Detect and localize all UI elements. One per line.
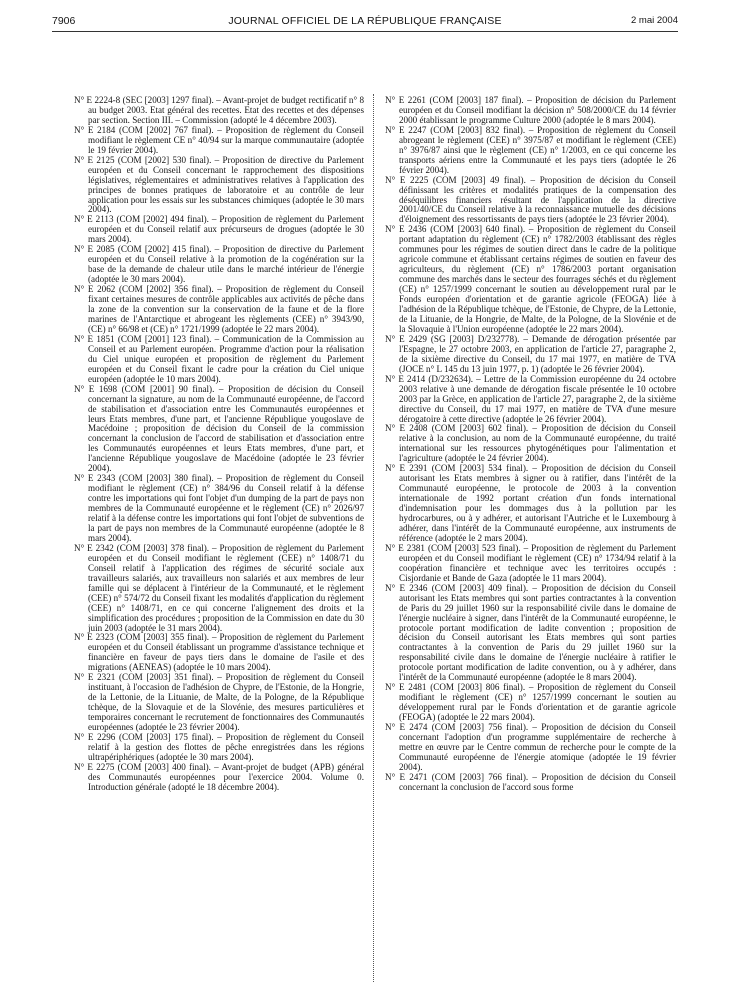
list-item: N° E 2429 (SG [2003] D/232778). – Demande de dérogation présentée par l'Espagne, le 27 octobre 2003, en application de l'article 27, paragraphe 2, de la sixième directive du Conseil, du 17 mai 1977, en matière de TVA (JOCE n° L 145 du 13 juin 1977, p. 1) (adoptée le 26 février 2004).: [385, 333, 676, 374]
list-item: N° E 2261 (COM [2003] 187 final). – Proposition de décision du Parlement européen et du Conseil modifiant la décision n° 508/2000/CE du 14 février 2000 établissant le programme Culture 2000 (adoptée le 8 mars 2004).: [385, 95, 676, 125]
list-item: N° E 2184 (COM [2002] 767 final). – Proposition de règlement du Conseil modifiant le règlement CE n° 40/94 sur la marque communautaire (adoptée le 19 février 2004).: [74, 124, 364, 155]
column-divider: [373, 94, 374, 982]
list-item: N° E 2414 (D/232634). – Lettre de la Commission européenne du 24 octobre 2003 relative à une demande de dérogation fiscale présentée le 10 octobre 2003 par la Grèce, en application de l'article 27, paragraphe 2, de la sixième directive du Conseil, du 17 mai 1977, en matière de TVA d'une mesure dérogatoire à cette directive (adoptée le 26 février 2004).: [385, 373, 676, 424]
list-item: N° E 2247 (COM [2003] 832 final). – Proposition de règlement du Conseil abrogeant le règlement (CEE) n° 3975/87 et modifiant le règlement (CEE) n° 3976/87 ainsi que le règlement (CE) n° 1/2003, en ce qui concerne les transports aériens entre la Communauté et les pays tiers (adoptée le 26 février 2004).: [385, 124, 676, 175]
list-item: N° E 2481 (COM [2003] 806 final). – Proposition de règlement du Conseil modifiant le règlement (CE) n° 1257/1999 concernant le soutien au développement rural par le Fonds d'orientation et de garantie agricole (FEOGA) (adoptée le 22 mars 2004).: [385, 682, 676, 723]
list-item: N° E 2471 (COM [2003] 766 final). – Proposition de décision du Conseil concernant la conclusion de l'accord sous forme: [385, 771, 676, 792]
page-header: [52, 14, 678, 30]
left-column: [74, 96, 364, 793]
list-item: N° E 2125 (COM [2002] 530 final). – Proposition de directive du Parlement européen et du Conseil concernant le rapprochement des dispositions législatives, réglementaires et administratives relatives à l'application des principes de bonnes pratiques de laboratoire et au contrôle de leur application pour les essais sur les substances chimiques (adoptée le 30 mars 2004).: [74, 154, 364, 215]
list-item: N° E 2085 (COM [2002] 415 final). – Proposition de directive du Parlement européen et du Conseil relative à la promotion de la cogénération sur la base de la demande de chaleur utile dans le marché intérieur de l'énergie (adoptée le 30 mars 2004).: [74, 244, 364, 285]
list-item: N° E 2113 (COM [2002] 494 final). – Proposition de règlement du Parlement européen et du Conseil relatif aux précurseurs de drogues (adoptée le 30 mars 2004).: [74, 214, 364, 245]
header-rule: [52, 31, 678, 32]
list-item: N° E 2381 (COM [2003] 523 final). – Proposition de règlement du Parlement européen et du Conseil modifiant le règlement (CE) n° 1734/94 relatif à la coopération financière et technique avec les territoires occupés : Cisjordanie et Bande de Gaza (adoptée le 11 mars 2004).: [385, 542, 676, 583]
list-item: N° E 2343 (COM [2003] 380 final). – Proposition de règlement du Conseil modifiant le règlement (CE) n° 384/96 du Conseil relatif à la défense contre les importations qui font l'objet d'un dumping de la part de pays non membres de la Communauté européenne et le règlement (CE) n° 2026/97 relatif à la défense contre les importations qui font l'objet de subventions de la part de pays non membres de la Communauté européenne (adoptée le 8 mars 2004).: [74, 473, 364, 543]
list-item: N° E 2224-8 (SEC [2003] 1297 final). – Avant-projet de budget rectificatif n° 8 au budget 2003. Etat général des recettes. Etat des recettes et des dépenses par section. Section III. – Commission (adopté le 4 décembre 2003).: [74, 95, 364, 125]
list-item: N° E 1698 (COM [2001] 90 final). – Proposition de décision du Conseil concernant la signature, au nom de la Communauté européenne, de l'accord de stabilisation et d'association entre les Communautés européennes et leurs Etats membres, d'une part, et l'ancienne République yougoslave de Macédoine ; proposition de décision du Conseil de la commission concernant la conclusion de l'accord de stabilisation et d'association entre les Communautés européennes et leurs Etats membres, d'une part, et l'ancienne République yougoslave de Macédoine (adoptée le 23 février 2004).: [74, 383, 364, 474]
page-number: 7906: [52, 15, 76, 27]
list-item: N° E 2474 (COM [2003] 756 final). – Proposition de décision du Conseil concernant l'adoption d'un programme supplémentaire de recherche à mettre en œuvre par le Centre commun de recherche pour le compte de la Communauté européenne de l'énergie atomique (adoptée le 19 février 2004).: [385, 722, 676, 772]
list-item: N° E 2342 (COM [2003] 378 final). – Proposition de règlement du Parlement européen et du Conseil modifiant le règlement (CEE) n° 1408/71 du Conseil relatif à l'application des régimes de sécurité sociale aux travailleurs salariés, aux travailleurs non salariés et aux membres de leur famille qui se déplacent à l'intérieur de la Communauté, et le règlement (CEE) n° 574/72 du Conseil fixant les modalités d'application du règlement (CEE) n° 1408/71, en ce qui concerne l'alignement des droits et la simplification des procédures ; proposition de la Commission en date du 30 juin 2003 (adoptée le 31 mars 2004).: [74, 542, 364, 633]
list-item: N° E 2323 (COM [2003] 355 final). – Proposition de règlement du Parlement européen et du Conseil établissant un programme d'assistance technique et financière en faveur de pays tiers dans le domaine de l'asile et des migrations (AENEAS) (adoptée le 10 mars 2004).: [74, 632, 364, 673]
issue-date: 2 mai 2004: [630, 15, 678, 26]
list-item: N° E 2062 (COM [2002] 356 final). – Proposition de règlement du Conseil fixant certaines mesures de contrôle applicables aux activités de pêche dans la zone de la convention sur la conservation de la faune et de la flore marines de l'Antarctique et abrogeant les règlements (CEE) n° 3943/90, (CE) n° 66/98 et (CE) n° 1721/1999 (adoptée le 22 mars 2004).: [74, 284, 364, 334]
list-item: N° E 2225 (COM [2003] 49 final). – Proposition de décision du Conseil définissant les critères et modalités pratiques de la compensation des déséquilibres financiers résultant de l'application de la directive 2001/40/CE du Conseil relative à la reconnaissance mutuelle des décisions d'éloignement des ressortissants de pays tiers (adoptée le 23 février 2004).: [385, 174, 676, 225]
list-item: N° E 2275 (COM [2003] 400 final). – Avant-projet de budget (APB) général des Communautés européennes pour l'exercice 2004. Volume 0. Introduction générale (adopté le 18 décembre 2004).: [74, 761, 364, 792]
list-item: N° E 2346 (COM [2003] 409 final). – Proposition de décision du Conseil autorisant les Etats membres qui sont parties contractantes à la convention de Paris du 29 juillet 1960 sur la responsabilité civile dans le domaine de l'énergie nucléaire à signer, dans l'intérêt de la Communauté européenne, le protocole portant modification de ladite convention ; proposition de décision du Conseil autorisant les Etats membres qui sont parties contractantes à la convention de Paris du 29 juillet 1960 sur la responsabilité civile dans le domaine de l'énergie nucléaire à ratifier le protocole portant modification de ladite convention, ou à y adhérer, dans l'intérêt de la Communauté européenne (adoptée le 8 mars 2004).: [385, 582, 676, 683]
list-item: N° E 2321 (COM [2003] 351 final). – Proposition de règlement du Conseil instituant, à l'occasion de l'adhésion de Chypre, de l'Estonie, de la Hongrie, de la Lettonie, de la Lituanie, de Malte, de la Pologne, de la République tchèque, de la Slovaquie et de la Slovénie, des mesures particulières et temporaires concernant le recrutement de fonctionnaires des Communautés européennes (adoptée le 23 février 2004).: [74, 672, 364, 733]
list-item: N° E 2408 (COM [2003] 602 final). – Proposition de décision du Conseil relative à la conclusion, au nom de la Communauté européenne, du traité international sur les ressources phytogénétiques pour l'alimentation et l'agriculture (adoptée le 24 février 2004).: [385, 423, 676, 464]
right-column: [385, 96, 676, 793]
list-item: N° E 2391 (COM [2003] 534 final). – Proposition de décision du Conseil autorisant les Etats membres à signer ou à ratifier, dans l'intérêt de la Communauté européenne, le protocole de 2003 à la convention internationale de 1992 portant création d'un fonds international d'indemnisation pour les dommages dus à la pollution par les hydrocarbures, ou à y adhérer, et autorisant l'Autriche et le Luxembourg à adhérer, dans l'intérêt de la Communauté européenne, aux instruments de référence (adoptée le 2 mars 2004).: [385, 463, 676, 543]
list-item: N° E 1851 (COM [2001] 123 final). – Communication de la Commission au Conseil et au Parlement européen. Programme d'action pour la réalisation du Ciel unique européen et proposition de règlement du Parlement européen et du Conseil fixant le cadre pour la création du Ciel unique européen (adoptée le 10 mars 2004).: [74, 333, 364, 384]
list-item: N° E 2296 (COM [2003] 175 final). – Proposition de règlement du Conseil relatif à la gestion des flottes de pêche enregistrées dans les régions ultrapériphériques (adoptée le 30 mars 2004).: [74, 732, 364, 762]
journal-title: JOURNAL OFFICIEL DE LA RÉPUBLIQUE FRANÇAISE: [228, 15, 502, 27]
list-item: N° E 2436 (COM [2003] 640 final). – Proposition de règlement du Conseil portant adaptation du règlement (CE) n° 1782/2003 établissant des règles communes pour les régimes de soutien direct dans le cadre de la politique agricole commune et établissant certains régimes de soutien en faveur des agriculteurs, du règlement (CE) n° 1786/2003 portant organisation commune des marchés dans le secteur des fourrages séchés et du règlement (CE) n° 1257/1999 concernant le soutien au développement rural par le Fonds européen d'orientation et de garantie agricole (FEOGA) liée à l'adhésion de la République tchèque, de l'Estonie, de Chypre, de la Lettonie, de la Lituanie, de la Hongrie, de Malte, de la Pologne, de la Slovénie et de la Slovaquie à l'Union européenne (adoptée le 22 mars 2004).: [385, 224, 676, 334]
